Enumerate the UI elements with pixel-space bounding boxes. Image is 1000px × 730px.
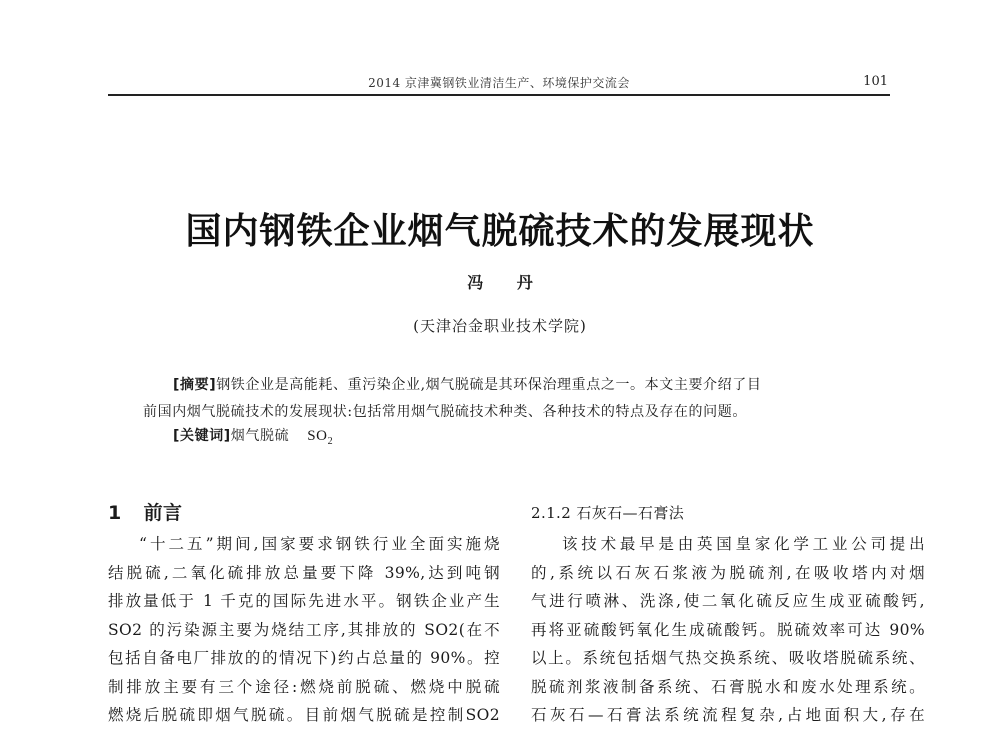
paper-title: 国内钢铁企业烟气脱硫技术的发展现状: [185, 211, 815, 252]
abstract-label: [摘要]: [173, 377, 217, 393]
paragraph-line: 制排放主要有三个途径:燃烧前脱硫、燃烧中脱硫: [108, 677, 500, 696]
running-header: [108, 72, 890, 96]
author-affiliation: (天津冶金职业技术学院): [413, 317, 587, 335]
keywords: [173, 425, 333, 447]
section212-paragraph: [531, 530, 925, 730]
paragraph-line: 的,系统以石灰石浆液为脱硫剂,在吸收塔内对烟: [531, 563, 925, 582]
paragraph-line: SO2 的污染源主要为烧结工序,其排放的 SO2(在不: [108, 620, 500, 639]
keyword-term: 烟气脱硫: [230, 428, 290, 444]
abstract: [143, 372, 883, 426]
journal-name: 2014 京津冀钢铁业清洁生产、环境保护交流会: [368, 76, 630, 90]
abstract-line-2: 前国内烟气脱硫技术的发展现状:包括常用烟气脱硫技术种类、各种技术的特点及存在的问题。: [143, 404, 747, 420]
paragraph-line: 脱硫剂浆液制备系统、石膏脱水和废水处理系统。: [531, 677, 925, 696]
keyword-so2: $SO_2$: [307, 428, 334, 447]
subsection-heading: 2.1.2 石灰石—石膏法: [531, 504, 685, 522]
paragraph-line: 再将亚硫酸钙氧化生成硫酸钙。脱硫效率可达 90%: [531, 620, 925, 639]
abstract-text-1: 钢铁企业是高能耗、重污染企业,烟气脱硫是其环保治理重点之一。本文主要介绍了目: [216, 377, 762, 393]
paragraph-line: 石灰石—石膏法系统流程复杂,占地面积大,存在: [531, 706, 925, 724]
keywords-label: [关键词]: [173, 428, 231, 444]
section-number: 1: [108, 502, 122, 524]
paragraph-line: 结脱硫,二氧化硫排放总量要下降 39%,达到吨钢: [108, 563, 500, 582]
page-number: 101: [863, 74, 888, 89]
paragraph-line: 气进行喷淋、洗涤,使二氧化硫反应生成亚硫酸钙,: [531, 592, 925, 610]
section-heading: [108, 498, 500, 530]
paragraph-line: 该技术最早是由英国皇家化学工业公司提出: [562, 535, 925, 553]
paragraph-line: 以上。系统包括烟气热交换系统、吸收塔脱硫系统、: [531, 649, 925, 667]
paragraph-line: “十二五”期间,国家要求钢铁行业全面实施烧: [139, 535, 500, 553]
paragraph-line: 燃烧后脱硫即烟气脱硫。目前烟气脱硫是控制SO2: [108, 706, 500, 724]
paragraph-line: 包括自备电厂排放的的情况下)约占总量的 90%。控: [108, 649, 500, 667]
author-name: 冯 丹: [467, 273, 547, 292]
left-column: [108, 498, 500, 730]
abstract-line-1: [143, 372, 883, 399]
right-column: [531, 498, 925, 730]
section-title: 前言: [143, 502, 183, 524]
section1-paragraph: [108, 530, 500, 730]
paragraph-line: 排放量低于 1 千克的国际先进水平。钢铁企业产生: [108, 592, 500, 610]
